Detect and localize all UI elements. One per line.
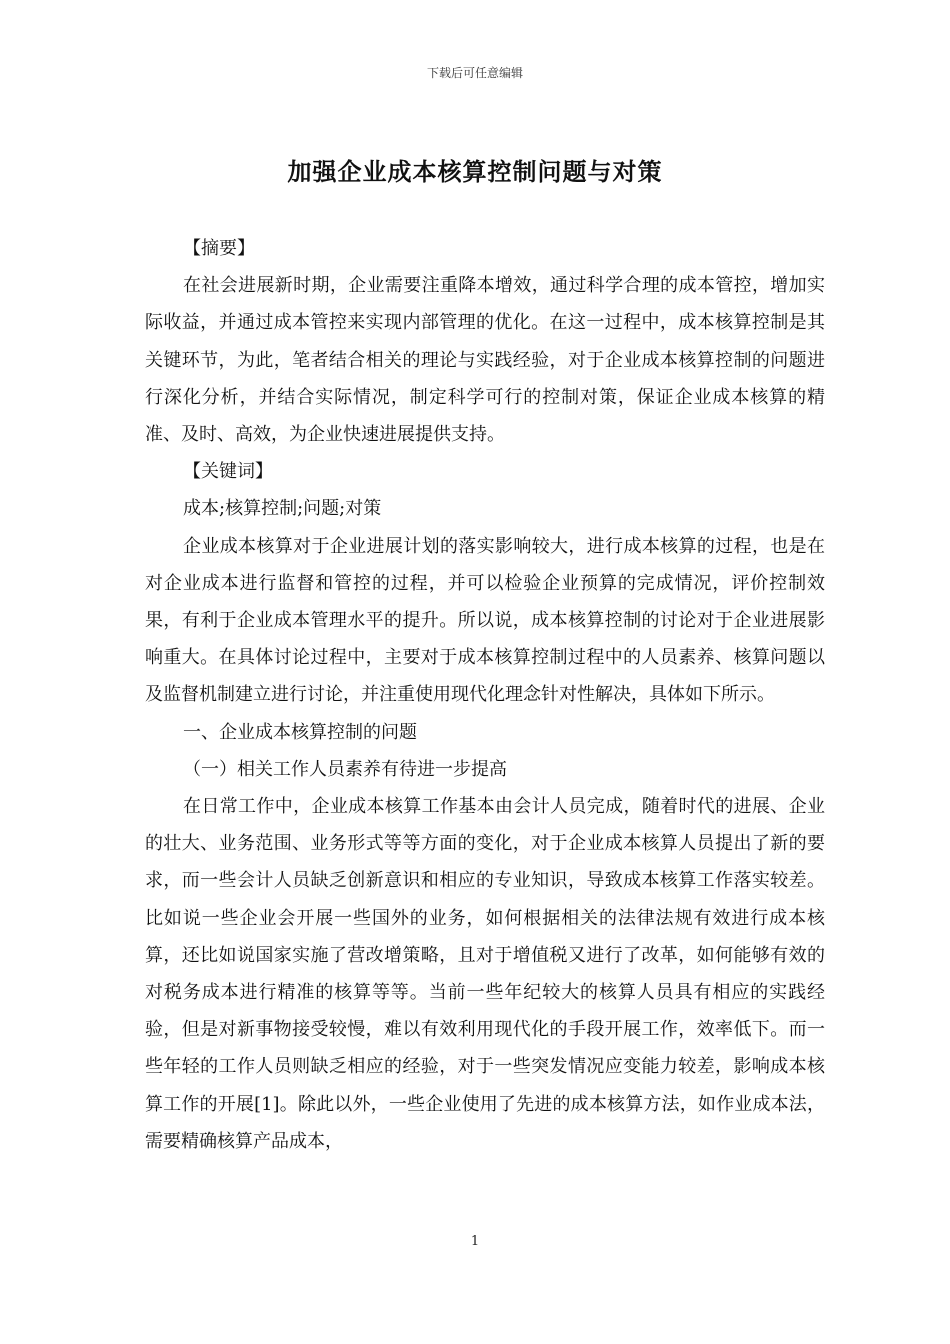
section-heading: 一、企业成本核算控制的问题 bbox=[183, 721, 417, 743]
subsection-heading: （一）相关工作人员素养有待进一步提高 bbox=[183, 758, 507, 780]
document-body bbox=[145, 230, 825, 1160]
abstract-heading: 【摘要】 bbox=[183, 238, 255, 259]
body-paragraph: 在日常工作中，企业成本核算工作基本由会计人员完成，随着时代的进展、企业的壮大、业务范围、业务形式等等方面的变化，对于企业成本核算人员提出了新的要求，而一些会计人员缺乏创新意识和相应的专业知识，导致成本核算工作落实较差。比如说一些企业会开展一些国外的业务，如何根据相关的法律法规有效进行成本核算，还比如说国家实施了营改增策略，且对于增值税又进行了改革，如何能够有效的对税务成本进行精准的核算等等。当前一些年纪较大的核算人员具有相应的实践经验，但是对新事物接受较慢，难以有效利用现代化的手段开展工作，效率低下。而一些年轻的工作人员则缺乏相应的经验，对于一些突发情况应变能力较差，影响成本核算工作的开展[1]。除此以外，一些企业使用了先进的成本核算方法，如作业成本法，需要精确核算产品成本， bbox=[145, 796, 825, 1152]
page-number: 1 bbox=[470, 1234, 480, 1249]
abstract-paragraph: 在社会进展新时期，企业需要注重降本增效，通过科学合理的成本管控，增加实际收益，并通过成本管控来实现内部管理的优化。在这一过程中，成本核算控制是其关键环节，为此，笔者结合相关的理论与实践经验，对于企业成本核算控制的问题进行深化分析，并结合实际情况，制定科学可行的控制对策，保证企业成本核算的精准、及时、高效，为企业快速进展提供支持。 bbox=[145, 275, 825, 446]
keywords-heading: 【关键词】 bbox=[183, 461, 273, 483]
keywords-paragraph: 成本;核算控制;问题;对策 bbox=[183, 498, 382, 520]
document-title: 加强企业成本核算控制问题与对策 bbox=[287, 157, 663, 186]
intro-paragraph: 企业成本核算对于企业进展计划的落实影响较大，进行成本核算的过程，也是在对企业成本进行监督和管控的过程，并可以检验企业预算的完成情况，评价控制效果，有利于企业成本管理水平的提升。所以说，成本核算控制的讨论对于企业进展影响重大。在具体讨论过程中，主要对于成本核算控制过程中的人员素养、核算问题以及监督机制建立进行讨论，并注重使用现代化理念针对性解决，具体如下所示。 bbox=[145, 535, 825, 706]
page-header-note: 下载后可任意编辑 bbox=[426, 66, 523, 80]
